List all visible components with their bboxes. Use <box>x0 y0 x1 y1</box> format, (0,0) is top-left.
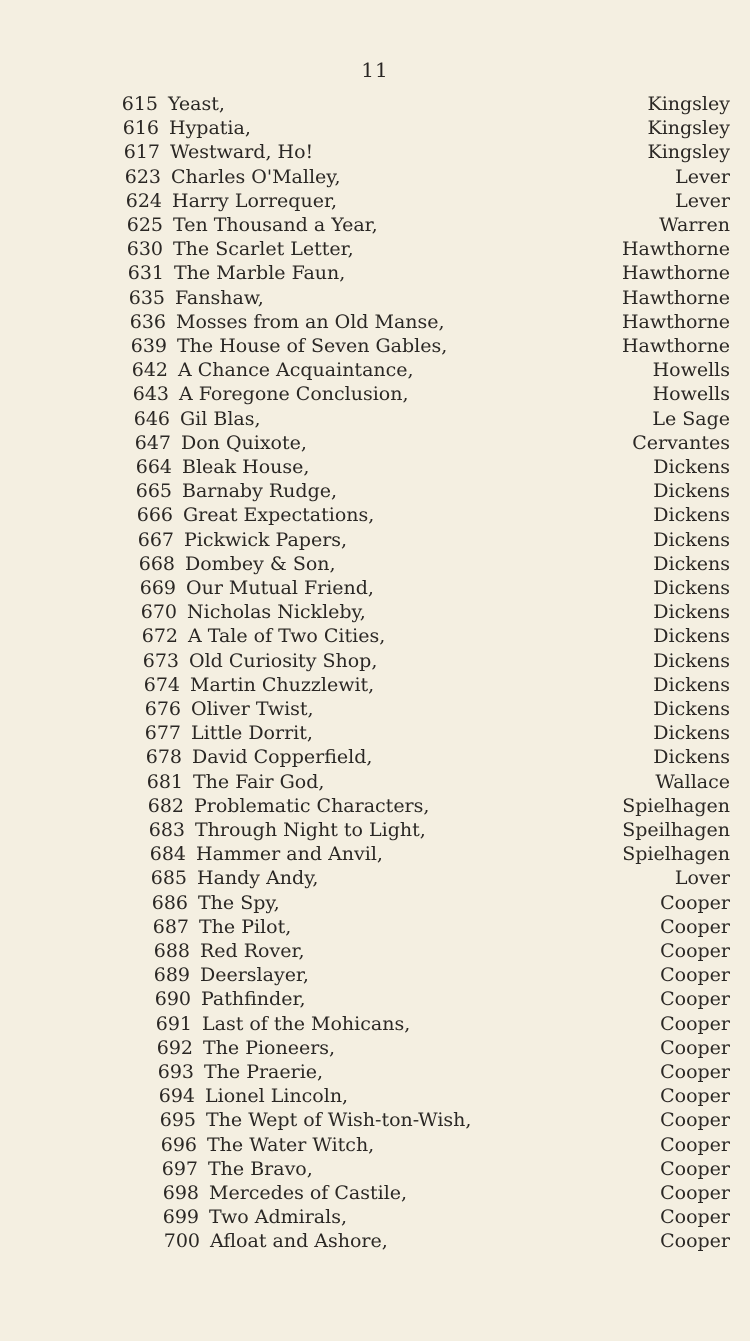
catalog-entry <box>155 1181 407 1205</box>
entry-number: 639 <box>130 335 167 357</box>
entry-author: Speilhagen <box>622 819 730 841</box>
entry-title: Through Night to Light, <box>195 819 426 841</box>
page-number: 11 <box>361 58 389 82</box>
entry-title: Gil Blas, <box>180 408 261 430</box>
entry-number: 688 <box>153 940 190 962</box>
entry-author: Le Sage <box>652 408 730 430</box>
entry-author: Cooper <box>660 1134 730 1156</box>
entry-number: 683 <box>148 819 185 841</box>
entry-number: 691 <box>155 1013 192 1035</box>
entry-title: Red Rover, <box>200 940 305 962</box>
entry-number: 698 <box>162 1182 199 1204</box>
entry-author: Cooper <box>660 1206 730 1228</box>
entry-number: 666 <box>136 504 173 526</box>
catalog-entry <box>156 1229 388 1253</box>
entry-title: Hammer and Anvil, <box>196 843 383 865</box>
catalog-entry <box>150 1060 323 1084</box>
entry-number: 630 <box>126 238 163 260</box>
entry-author: Howells <box>652 359 730 381</box>
entry-title: Two Admirals, <box>209 1206 347 1228</box>
entry-author: Hawthorne <box>621 311 730 333</box>
entry-title: Old Curiosity Shop, <box>189 650 378 672</box>
entry-number: 695 <box>159 1109 196 1131</box>
catalog-entry <box>138 745 372 769</box>
entry-number: 624 <box>125 190 162 212</box>
catalog-entry <box>136 673 374 697</box>
entry-title: Don Quixote, <box>181 432 307 454</box>
entry-author: Cooper <box>660 1085 730 1107</box>
catalog-entry <box>123 334 447 358</box>
entry-number: 677 <box>144 722 181 744</box>
catalog-entry <box>135 649 377 673</box>
catalog-entry <box>127 431 307 455</box>
entry-author: Lever <box>675 166 730 188</box>
entry-title: Bleak House, <box>182 456 310 478</box>
catalog-entry <box>133 600 366 624</box>
catalog-entry <box>132 576 374 600</box>
entry-title: Charles O'Malley, <box>171 166 341 188</box>
catalog-entry <box>120 261 345 285</box>
entry-number: 643 <box>132 383 169 405</box>
catalog-entry <box>137 721 313 745</box>
entry-title: Little Dorrit, <box>191 722 313 744</box>
entry-title: Yeast, <box>168 93 225 115</box>
entry-author: Cooper <box>660 1037 730 1059</box>
entry-number: 647 <box>134 432 171 454</box>
entry-author: Kingsley <box>647 141 730 163</box>
entry-author: Dickens <box>653 529 730 551</box>
entry-title: Afloat and Ashore, <box>210 1230 388 1252</box>
entry-author: Spielhagen <box>622 795 730 817</box>
entry-number: 700 <box>163 1230 200 1252</box>
catalog-entry <box>119 213 378 237</box>
entry-number: 623 <box>124 166 161 188</box>
catalog-entry <box>146 963 309 987</box>
entry-title: The Praerie, <box>204 1061 324 1083</box>
catalog-entry <box>155 1205 347 1229</box>
entry-author: Cooper <box>660 1109 730 1131</box>
catalog-entry <box>142 842 383 866</box>
entry-author: Cooper <box>660 1013 730 1035</box>
entry-number: 672 <box>141 625 178 647</box>
entry-title: Pathfinder, <box>201 988 306 1010</box>
entry-author: Dickens <box>653 698 730 720</box>
entry-number: 667 <box>137 529 174 551</box>
entry-title: Mosses from an Old Manse, <box>176 311 445 333</box>
catalog-entry <box>153 1133 374 1157</box>
entry-title: Lionel Lincoln, <box>205 1085 349 1107</box>
entry-number: 664 <box>135 456 172 478</box>
catalog-entry <box>140 794 429 818</box>
catalog-entry <box>131 552 336 576</box>
entry-title: Great Expectations, <box>183 504 375 526</box>
entry-author: Dickens <box>653 674 730 696</box>
entry-author: Kingsley <box>647 117 730 139</box>
entry-author: Hawthorne <box>621 238 730 260</box>
entry-title: Ten Thousand a Year, <box>173 214 378 236</box>
entry-title: The Bravo, <box>208 1158 313 1180</box>
catalog-entry <box>121 286 264 310</box>
catalog-entry <box>154 1157 313 1181</box>
entry-title: Handy Andy, <box>197 867 319 889</box>
entry-author: Cooper <box>660 1158 730 1180</box>
entry-author: Dickens <box>653 553 730 575</box>
entry-title: A Foregone Conclusion, <box>179 383 409 405</box>
entry-author: Dickens <box>653 601 730 623</box>
entry-number: 690 <box>154 988 191 1010</box>
entry-author: Cooper <box>660 892 730 914</box>
entry-author: Dickens <box>653 650 730 672</box>
entry-number: 681 <box>146 771 183 793</box>
entry-title: A Chance Acquaintance, <box>178 359 414 381</box>
entry-number: 685 <box>150 867 187 889</box>
entry-number: 617 <box>123 141 160 163</box>
catalog-entry <box>134 624 385 648</box>
entry-number: 678 <box>145 746 182 768</box>
entry-title: Dombey & Son, <box>185 553 336 575</box>
catalog-entry <box>115 116 251 140</box>
entry-title: The Wept of Wish-ton-Wish, <box>206 1109 472 1131</box>
catalog-entry <box>137 697 314 721</box>
entry-author: Dickens <box>653 480 730 502</box>
entry-author: Cooper <box>660 1230 730 1252</box>
entry-title: David Copperfield, <box>192 746 373 768</box>
entry-title: Fanshaw, <box>175 287 264 309</box>
entry-number: 642 <box>131 359 168 381</box>
entry-title: Harry Lorrequer, <box>172 190 337 212</box>
entry-title: Barnaby Rudge, <box>182 480 338 502</box>
entry-author: Dickens <box>653 746 730 768</box>
entry-author: Dickens <box>653 722 730 744</box>
entry-author: Cooper <box>660 1061 730 1083</box>
entry-number: 673 <box>142 650 179 672</box>
entry-number: 697 <box>161 1158 198 1180</box>
entry-number: 674 <box>143 674 180 696</box>
catalog-entry <box>148 1012 410 1036</box>
catalog-entry <box>118 189 337 213</box>
entry-number: 676 <box>144 698 181 720</box>
entry-number: 668 <box>138 553 175 575</box>
entry-number: 692 <box>156 1037 193 1059</box>
entry-number: 670 <box>140 601 177 623</box>
entry-author: Dickens <box>653 625 730 647</box>
entry-title: Martin Chuzzlewit, <box>190 674 375 696</box>
catalog-entry <box>124 358 414 382</box>
entry-title: The Water Witch, <box>207 1134 375 1156</box>
entry-number: 631 <box>127 262 164 284</box>
entry-author: Hawthorne <box>621 335 730 357</box>
catalog-entry <box>116 140 313 164</box>
entry-title: Oliver Twist, <box>191 698 314 720</box>
entry-number: 694 <box>158 1085 195 1107</box>
catalog-entry <box>128 479 337 503</box>
entry-number: 686 <box>151 892 188 914</box>
entry-author: Hawthorne <box>621 287 730 309</box>
entry-author: Cervantes <box>632 432 730 454</box>
entry-title: The House of Seven Gables, <box>177 335 448 357</box>
entry-author: Cooper <box>660 940 730 962</box>
entry-title: Problematic Characters, <box>194 795 430 817</box>
catalog-entry <box>114 92 225 116</box>
catalog-entry <box>117 165 341 189</box>
catalog-entry <box>146 939 305 963</box>
entry-number: 669 <box>139 577 176 599</box>
entry-title: Westward, Ho! <box>170 141 314 163</box>
entry-author: Hawthorne <box>621 262 730 284</box>
entry-number: 646 <box>133 408 170 430</box>
entry-title: Hypatia, <box>169 117 251 139</box>
catalog-entry <box>125 382 409 406</box>
entry-author: Dickens <box>653 577 730 599</box>
entry-title: The Fair God, <box>193 771 325 793</box>
catalog-entry <box>119 237 354 261</box>
entry-title: The Pioneers, <box>203 1037 336 1059</box>
entry-author: Spielhagen <box>622 843 730 865</box>
entry-number: 684 <box>149 843 186 865</box>
catalog-entry <box>122 310 445 334</box>
entry-title: Nicholas Nickleby, <box>187 601 366 623</box>
catalog-entry <box>152 1108 471 1132</box>
entry-title: The Marble Faun, <box>174 262 346 284</box>
entry-author: Wallace <box>655 771 730 793</box>
entry-title: Pickwick Papers, <box>184 529 348 551</box>
entry-author: Kingsley <box>647 93 730 115</box>
entry-title: Mercedes of Castile, <box>209 1182 408 1204</box>
entry-author: Cooper <box>660 916 730 938</box>
entry-author: Lover <box>674 867 730 889</box>
entry-number: 682 <box>147 795 184 817</box>
entry-title: Last of the Mohicans, <box>202 1013 411 1035</box>
entry-number: 636 <box>129 311 166 333</box>
entry-number: 615 <box>121 93 158 115</box>
entry-title: The Pilot, <box>199 916 292 938</box>
catalog-entry <box>144 891 280 915</box>
entry-number: 699 <box>162 1206 199 1228</box>
catalog-entry <box>145 915 291 939</box>
catalog-entry <box>128 455 309 479</box>
entry-number: 635 <box>128 287 165 309</box>
catalog-entry <box>147 987 305 1011</box>
entry-title: The Spy, <box>198 892 280 914</box>
catalog-entry <box>126 407 261 431</box>
entry-title: Our Mutual Friend, <box>186 577 374 599</box>
entry-author: Howells <box>652 383 730 405</box>
catalog-entry <box>129 503 374 527</box>
entry-author: Dickens <box>653 456 730 478</box>
catalog-entry <box>139 770 324 794</box>
entry-title: The Scarlet Letter, <box>173 238 354 260</box>
entry-number: 689 <box>153 964 190 986</box>
entry-author: Cooper <box>660 964 730 986</box>
entry-number: 693 <box>157 1061 194 1083</box>
catalog-entry <box>151 1084 348 1108</box>
entry-title: Deerslayer, <box>200 964 309 986</box>
entry-author: Dickens <box>653 504 730 526</box>
entry-author: Cooper <box>660 988 730 1010</box>
catalog-entry <box>143 866 318 890</box>
entry-number: 687 <box>152 916 189 938</box>
entry-number: 616 <box>122 117 159 139</box>
catalog-entry <box>141 818 426 842</box>
entry-title: A Tale of Two Cities, <box>188 625 386 647</box>
entry-number: 625 <box>126 214 163 236</box>
catalog-entry <box>130 528 347 552</box>
entry-author: Lever <box>675 190 730 212</box>
entry-author: Cooper <box>660 1182 730 1204</box>
catalog-entry <box>149 1036 335 1060</box>
entry-author: Warren <box>659 214 730 236</box>
entry-number: 665 <box>135 480 172 502</box>
entry-number: 696 <box>160 1134 197 1156</box>
